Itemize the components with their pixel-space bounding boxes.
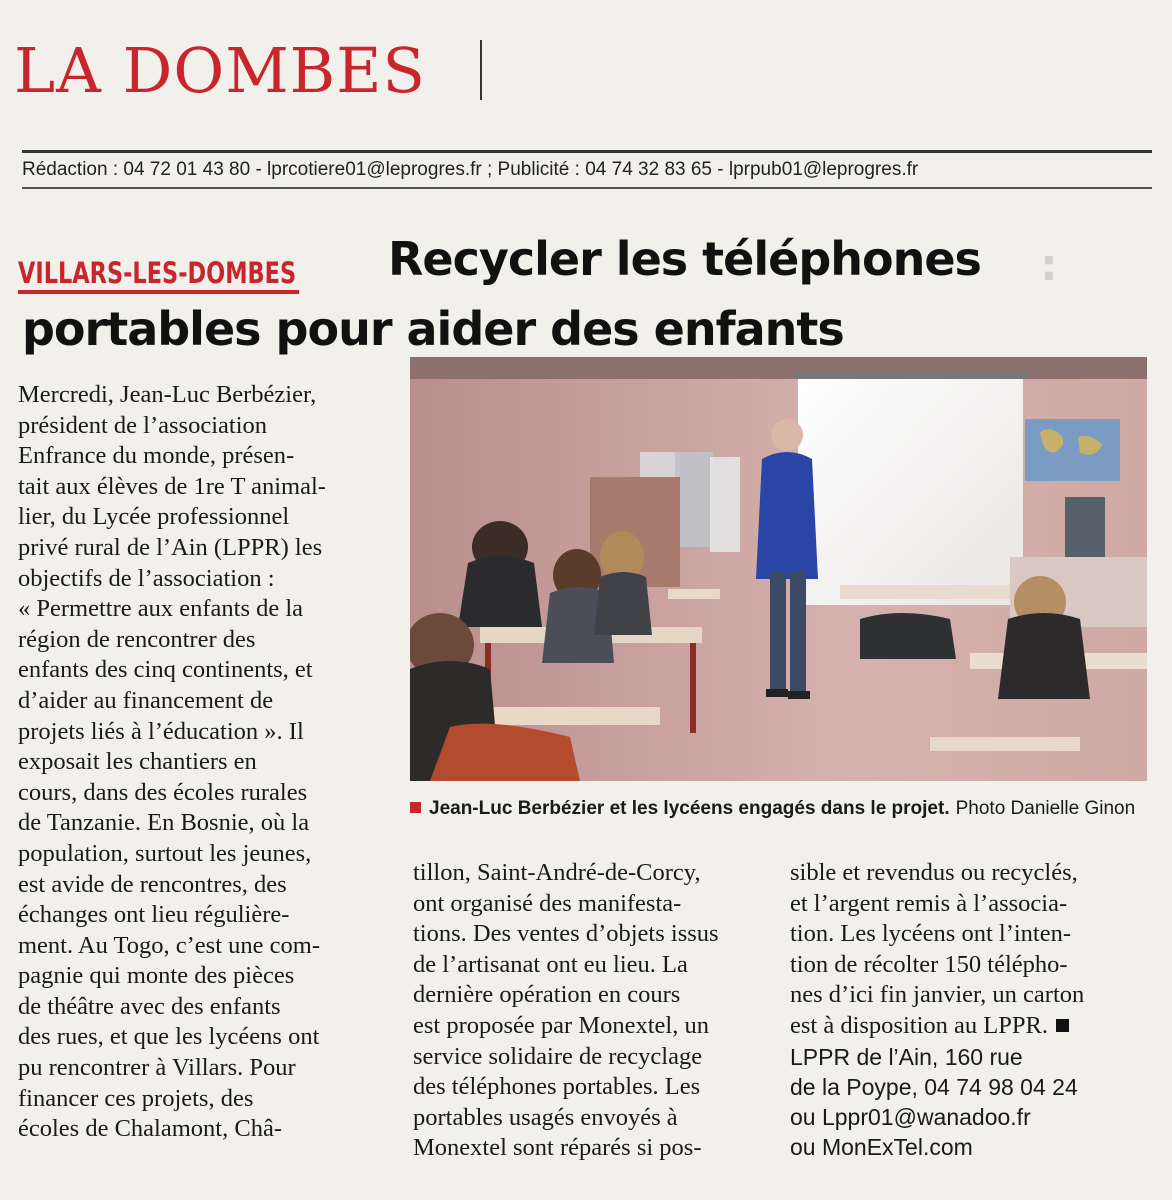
text-line: Monextel sont réparés si pos-	[413, 1134, 702, 1162]
text-line: objectifs de l’association :	[18, 564, 275, 592]
title-divider	[480, 40, 482, 100]
text-line: des rues, et que les lycéens ont	[18, 1023, 320, 1051]
text-line: tion de récolter 150 télépho-	[790, 950, 1068, 978]
text-line: Mercredi, Jean-Luc Berbézier,	[18, 381, 317, 408]
text-line: de l’artisanat ont eu lieu. La	[413, 950, 688, 978]
end-of-article-mark	[1056, 1019, 1069, 1032]
text-line: « Permettre aux enfants de la	[18, 595, 304, 623]
text-line: exposait les chantiers en	[18, 748, 257, 776]
contact-line: LPPR de l’Ain, 160 rue	[790, 1043, 1023, 1070]
text-line: pagnie qui monte des pièces	[18, 962, 295, 990]
text-line: d’aider au financement de	[18, 686, 274, 714]
text-line: région de rencontrer des	[18, 625, 256, 653]
text-line: dernière opération en cours	[413, 981, 681, 1009]
text-line: lier, du Lycée professionnel	[18, 503, 290, 531]
text-line: tion. Les lycéens ont l’inten-	[790, 920, 1071, 948]
caption-text: Jean-Luc Berbézier et les lycéens engagés dans le projet.	[429, 798, 950, 819]
text-line-content: est à disposition au LPPR.	[790, 1011, 1048, 1039]
text-line: est avide de rencontres, des	[18, 870, 287, 898]
headline-line-1: Recycler les téléphones	[388, 232, 981, 286]
contact-line: de la Poype, 04 74 98 04 24	[790, 1073, 1078, 1100]
text-line	[790, 1011, 1150, 1042]
contact-block	[790, 1042, 1150, 1162]
text-line: écoles de Chalamont, Châ-	[18, 1115, 282, 1143]
article-column-3	[790, 858, 1150, 1162]
text-line: des téléphones portables. Les	[413, 1073, 701, 1101]
headline-line-2: portables pour aider des enfants	[22, 302, 844, 356]
text-line: nes d’ici fin janvier, un carton	[790, 981, 1085, 1009]
text-line: Enfrance du monde, présen-	[18, 442, 295, 470]
text-line: et l’argent remis à l’associa-	[790, 889, 1068, 917]
text-line: tions. Des ventes d’objets issus	[413, 920, 719, 948]
contact-email: ou Lppr01@wanadoo.fr	[790, 1103, 1031, 1130]
text-line: projets liés à l’éducation ». Il	[18, 717, 304, 745]
article-column-2	[413, 858, 763, 1164]
article-column-1	[18, 380, 378, 1145]
text-line: pu rencontrer à Villars. Pour	[18, 1054, 296, 1082]
text-line: tait aux élèves de 1re T animal-	[18, 472, 326, 500]
text-line: privé rural de l’Ain (LPPR) les	[18, 533, 323, 561]
text-line: population, surtout les jeunes,	[18, 839, 312, 867]
text-line: ont organisé des manifesta-	[413, 889, 682, 917]
caption-marker	[410, 802, 421, 813]
classroom-photo-illustration	[410, 357, 1147, 781]
contact-bar: Rédaction : 04 72 01 43 80 - lprcotiere01@leprogres.fr ; Publicité : 04 74 32 83 65 - lprpub01@leprogres.fr	[22, 150, 1152, 189]
text-line: cours, dans des écoles rurales	[18, 778, 308, 806]
photo-caption	[410, 798, 1135, 820]
text-line: ment. Au Togo, c’est une com-	[18, 931, 320, 959]
photo-credit: Photo Danielle Ginon	[955, 798, 1136, 819]
text-line: sible et revendus ou recyclés,	[790, 859, 1078, 886]
text-line: tillon, Saint-André-de-Corcy,	[413, 859, 701, 886]
text-line: enfants des cinq continents, et	[18, 656, 313, 684]
text-line: président de l’association	[18, 411, 268, 439]
section-title: LA DOMBES	[14, 34, 426, 107]
text-line: est proposée par Monextel, un	[413, 1011, 709, 1039]
locality-label: VILLARS-LES-DOMBES	[18, 258, 300, 294]
bleed-through-text: :	[1040, 240, 1058, 291]
text-line: portables usagés envoyés à	[413, 1103, 678, 1131]
article-photo	[410, 357, 1147, 781]
contact-website: ou MonExTel.com	[790, 1133, 973, 1160]
text-line: de Tanzanie. En Bosnie, où la	[18, 809, 310, 837]
text-line: échanges ont lieu régulière-	[18, 901, 290, 929]
text-line: service solidaire de recyclage	[413, 1042, 703, 1070]
text-line: financer ces projets, des	[18, 1084, 254, 1112]
text-line: de théâtre avec des enfants	[18, 992, 281, 1020]
